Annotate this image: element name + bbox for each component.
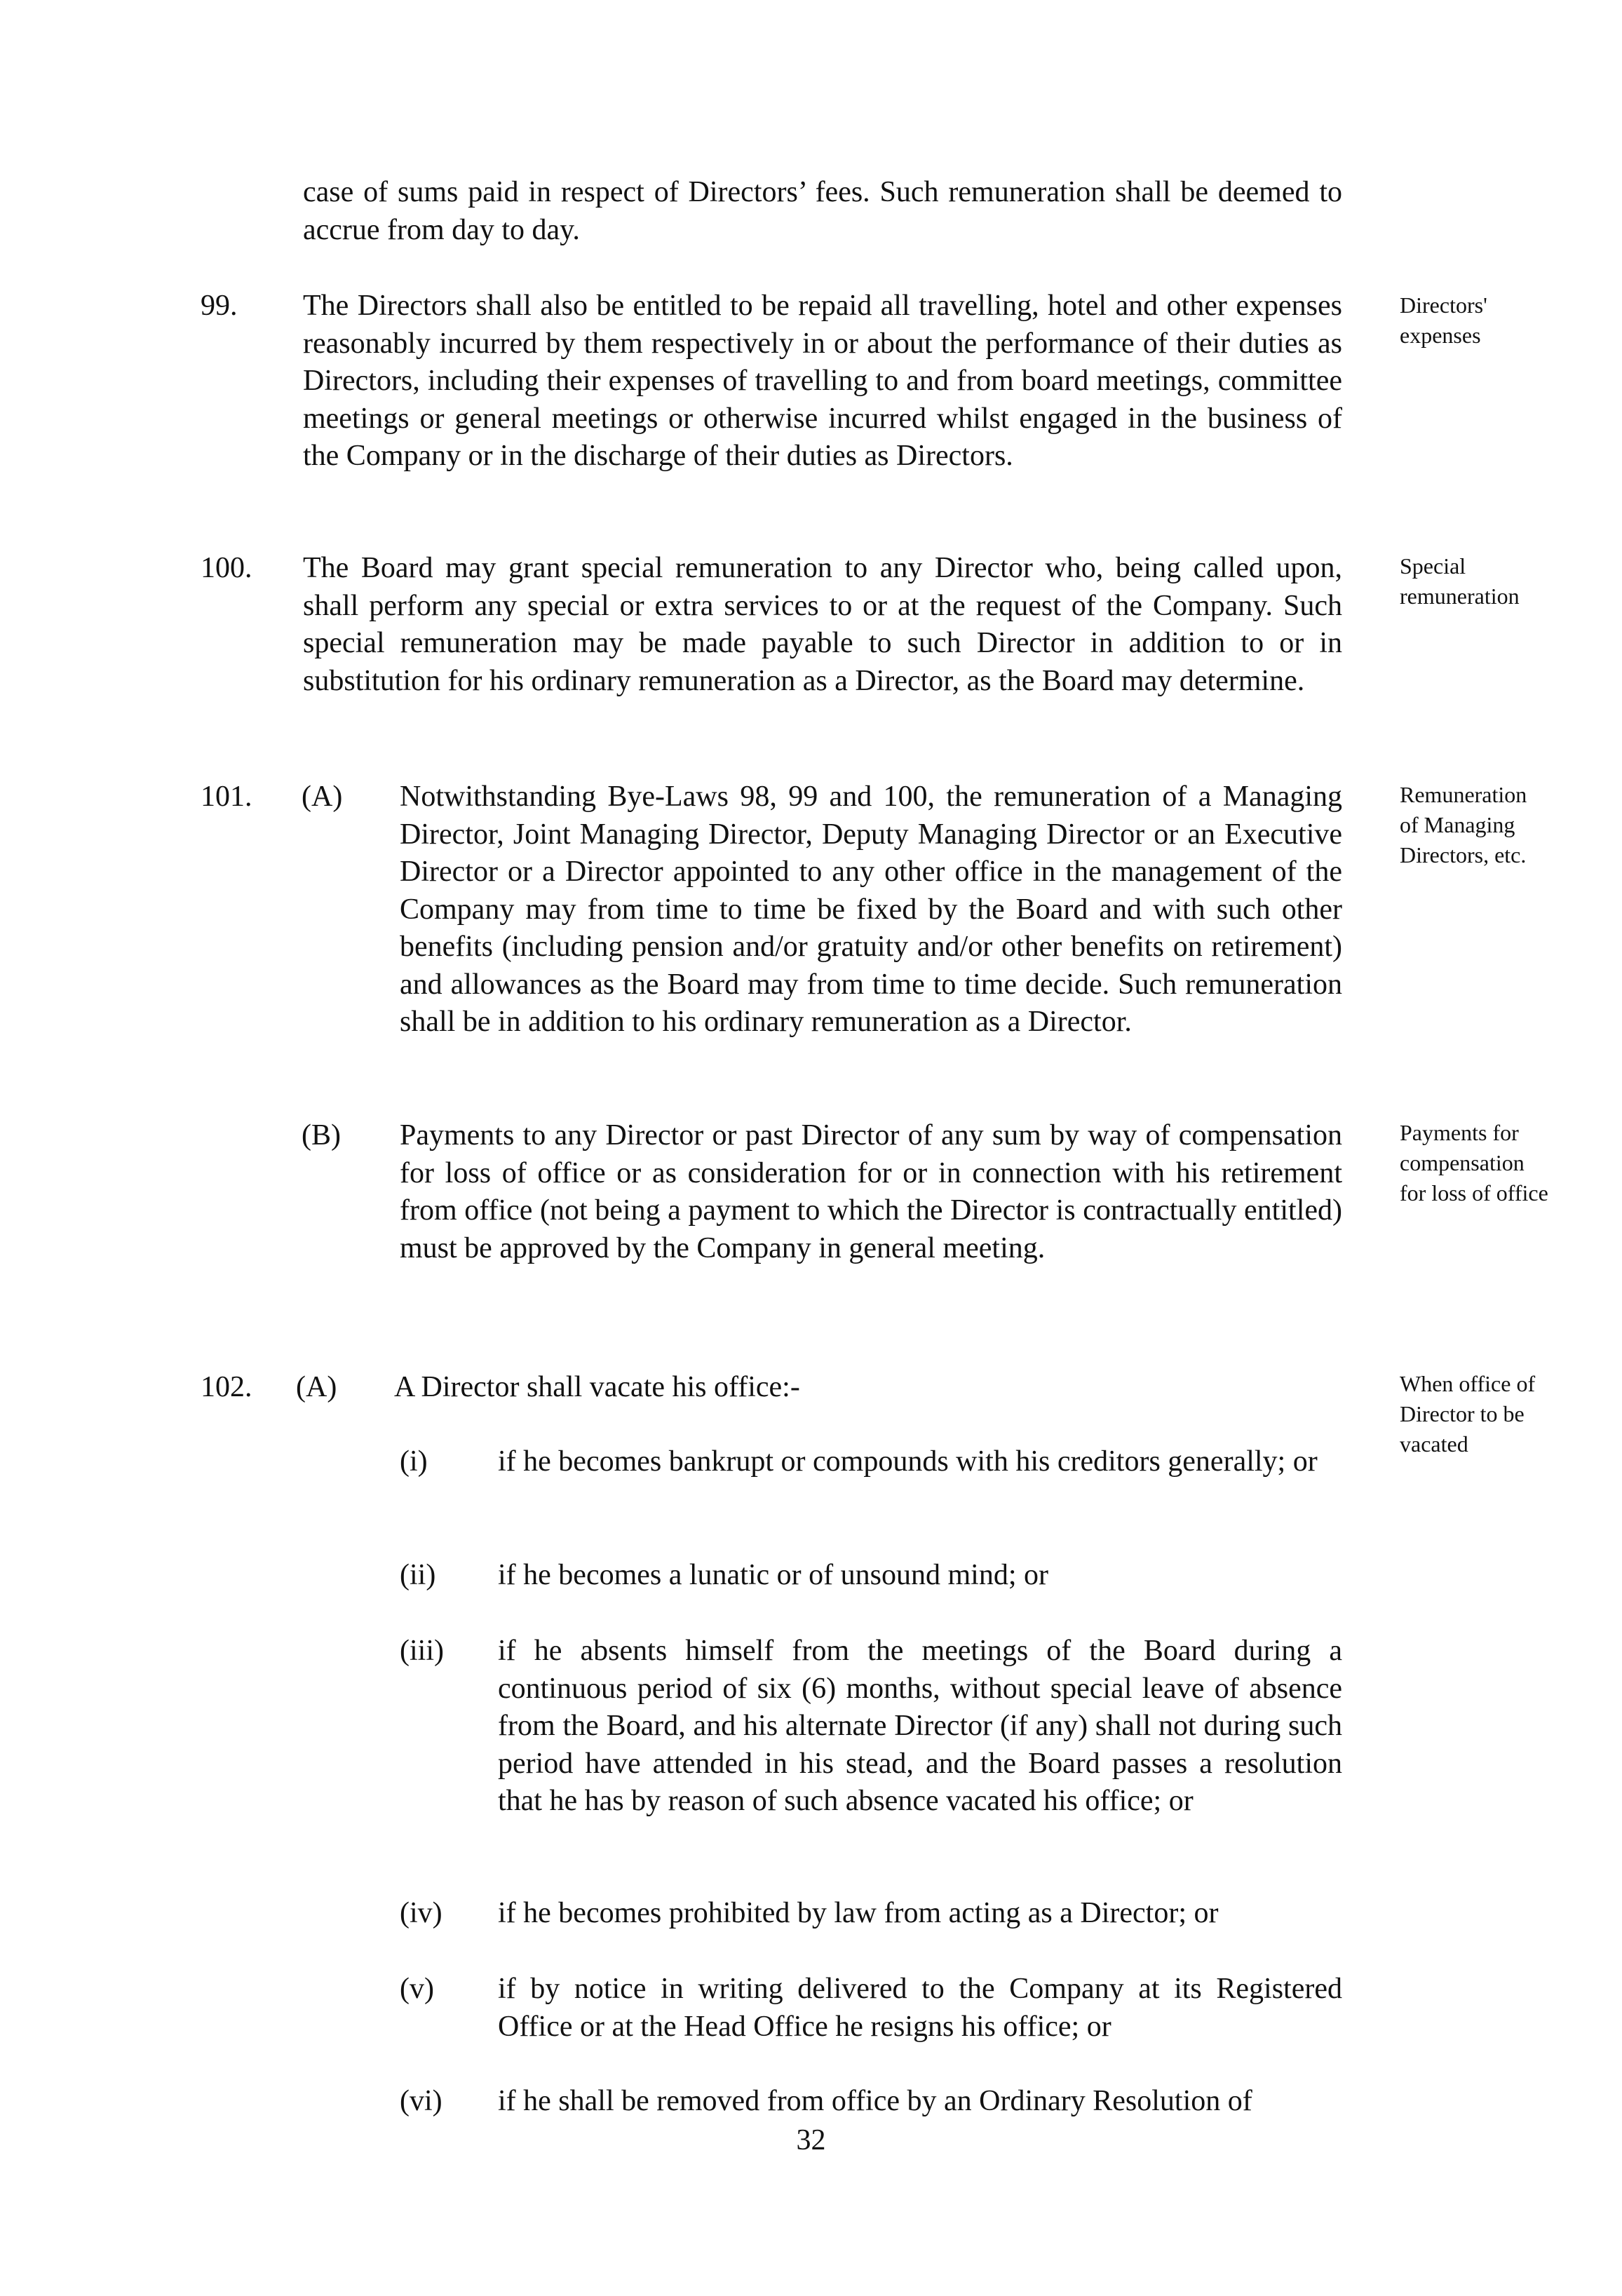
margin-note: Directors' expenses [1400,292,1487,348]
margin-note: When office of Director to be vacated [1400,1371,1536,1457]
item-label: (iii) [400,1635,444,1667]
continuation-paragraph: case of sums paid in respect of Directors’ fees. Such remuneration shall be deemed to accrue from day to day. [303,176,1342,246]
item-text: if he becomes a lunatic or of unsound mind; or [498,1559,1048,1591]
clause-number: 101. [201,781,252,813]
page-number: 32 [796,2124,826,2156]
margin-note: Payments for compensation for loss of office [1400,1120,1548,1206]
item-text: if he shall be removed from office by an Ordinary Resolution of [498,2085,1252,2117]
item-text: if by notice in writing delivered to the Company at its Registered Office or at the Head Office he resigns his office; or [498,1973,1342,2043]
item-label: (i) [400,1445,428,1478]
clause-text: The Directors shall also be entitled to be repaid all travelling, hotel and other expenses reasonably incurred by them respectively in or about the performance of their duties as Directors, including their expenses of travelling to and from board meetings, committee meetings or general meetings or otherwise incurred whilst engaged in the business of the Company or in the discharge of their duties as Directors. [303,290,1342,472]
clause-text: The Board may grant special remuneration to any Director who, being called upon, shall perform any special or extra services to or at the request of the Company. Such special remuneration may be made payable to such Director in addition to or in substitution for his ordinary remuneration as a Director, as the Board may determine. [303,552,1342,697]
item-text: if he becomes prohibited by law from acting as a Director; or [498,1897,1219,1929]
sub-clause-text: Payments to any Director or past Director of any sum by way of compensation for loss of office or as consideration for or in connection with his retirement from office (not being a payment to which the Director is contractually entitled) must be approved by the Company in general meeting. [400,1119,1342,1264]
clause-number: 100. [201,552,252,584]
sub-clause-text: Notwithstanding Bye-Laws 98, 99 and 100, the remuneration of a Managing Director, Joint Managing Director, Deputy Managing Director or an Executive Director or a Director appointed to any other office in the management of the Company may from time to time be fixed by the Board and with such other benefits (including pension and/or gratuity and/or other benefits on retirement) and allowances as the Board may from time to time decide. Such remuneration shall be in addition to his ordinary remuneration as a Director. [400,781,1342,1038]
item-label: (v) [400,1973,434,2005]
item-text: if he absents himself from the meetings of the Board during a continuous period of six (6) months, without special leave of absence from the Board, and his alternate Director (if any) shall not during such period have attended in his stead, and the Board passes a resolution that he has by reason of such absence vacated his office; or [498,1635,1342,1817]
item-text: if he becomes bankrupt or compounds with his creditors generally; or [498,1445,1318,1478]
margin-note: Remuneration of Managing Directors, etc. [1400,782,1527,867]
sub-clause-text: A Director shall vacate his office:- [394,1371,800,1403]
clause-number: 99. [201,290,238,322]
sub-clause-label: (A) [296,1371,337,1403]
margin-note: Special remuneration [1400,553,1520,609]
item-label: (iv) [400,1897,442,1929]
sub-clause-label: (A) [302,781,343,813]
sub-clause-label: (B) [302,1119,341,1152]
clause-number: 102. [201,1371,252,1403]
item-label: (vi) [400,2085,442,2117]
item-label: (ii) [400,1559,436,1591]
